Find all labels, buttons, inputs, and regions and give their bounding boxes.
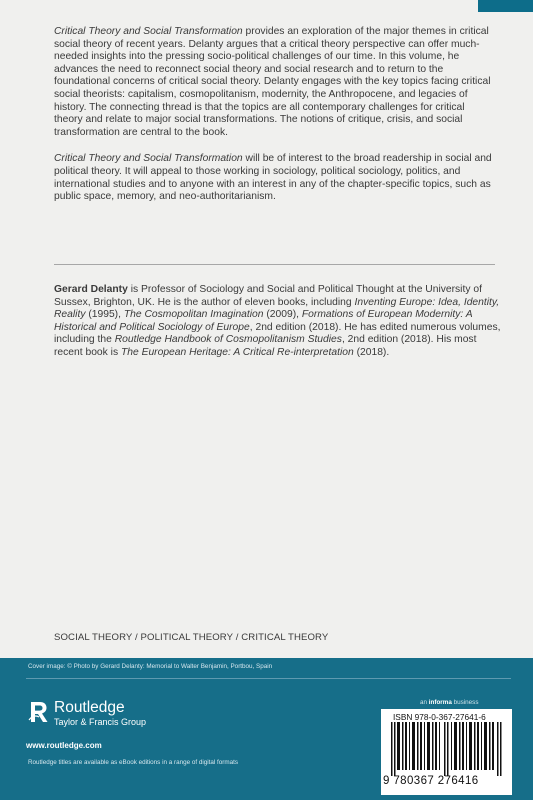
informa-prefix: an	[420, 699, 429, 706]
book-reference: Formations of European Modernity: A Historical and Political Sociology of Europe	[54, 309, 473, 333]
informa-business-label	[420, 699, 478, 706]
informa-brand: informa	[428, 699, 452, 706]
publisher-group: Taylor & Francis Group	[54, 717, 147, 727]
bio-text: , 2nd edition (2018). His most recent book is	[54, 334, 477, 358]
routledge-r-icon	[28, 700, 50, 724]
publisher-name: Routledge	[54, 699, 125, 716]
ebook-availability-note: Routledge titles are available as eBook editions in a range of digital formats	[28, 759, 239, 766]
bio-text: is Professor of Sociology and Social and Political Thought at the University of Sussex, Brighton, UK. He is the author of eleven books, including	[54, 284, 482, 308]
isbn-label: ISBN 978-0-367-27641-6	[393, 712, 486, 722]
book-title: Critical Theory and Social Transformation	[54, 26, 243, 37]
author-name: Gerard Delanty	[54, 284, 128, 295]
book-description	[54, 26, 494, 218]
description-text: provides an exploration of the major themes in critical social theory of recent years. Delanty argues that a critical theory perspective can offer much-needed insights into the pressing socio-political challenges of our time. In this volume, he advances the need to reconnect social theory and social research and to return to the foundational concerns of critical social theory. Delanty engages with the key topics facing critical social theorists: capitalism, cosmopolitanism, modernity, the Anthropocene, and legacies of history. The connecting thread is that the topics are all contemporary challenges for critical theory and relate to major social transformations. The notions of critique, crisis, and social transformation are central to the book.	[54, 26, 491, 138]
publisher-footer	[0, 658, 533, 800]
description-paragraph-1	[54, 26, 494, 139]
informa-suffix: business	[451, 699, 479, 706]
footer-divider	[26, 678, 511, 679]
book-reference: Routledge Handbook of Cosmopolitanism Studies	[114, 334, 342, 346]
bio-text: , 2nd edition (2018). He has edited numerous volumes, including the	[54, 321, 501, 346]
bio-text: (2018).	[353, 346, 390, 358]
top-color-strip	[478, 0, 533, 12]
barcode-panel	[381, 709, 512, 795]
cover-image-credit: Cover image: © Photo by Gerard Delanty: Memorial to Walter Benjamin, Portbou, Spain	[28, 663, 273, 670]
book-reference: The Cosmopolitan Imagination	[123, 309, 264, 321]
bio-text: (1995),	[85, 309, 124, 321]
author-bio	[54, 284, 504, 360]
bio-text: (2009),	[263, 309, 302, 321]
book-reference: The European Heritage: A Critical Re-interpretation	[120, 346, 354, 358]
section-divider	[54, 264, 495, 265]
publisher-website: www.routledge.com	[26, 741, 102, 750]
barcode-icon	[389, 722, 505, 776]
subject-categories: SOCIAL THEORY / POLITICAL THEORY / CRITICAL THEORY	[54, 632, 329, 643]
barcode-number: 9 780367 276416	[383, 775, 479, 787]
description-text: will be of interest to the broad readership in social and political theory. It will appeal to those working in sociology, political sociology, politics, and international studies and to anyone with an interest in any of the chapter-specific topics, such as public space, memory, and neo-authoritarianism.	[54, 153, 492, 203]
book-title: Critical Theory and Social Transformation	[54, 153, 243, 165]
description-paragraph-2	[54, 153, 494, 203]
book-reference: Inventing Europe: Idea, Identity, Reality	[54, 296, 500, 321]
